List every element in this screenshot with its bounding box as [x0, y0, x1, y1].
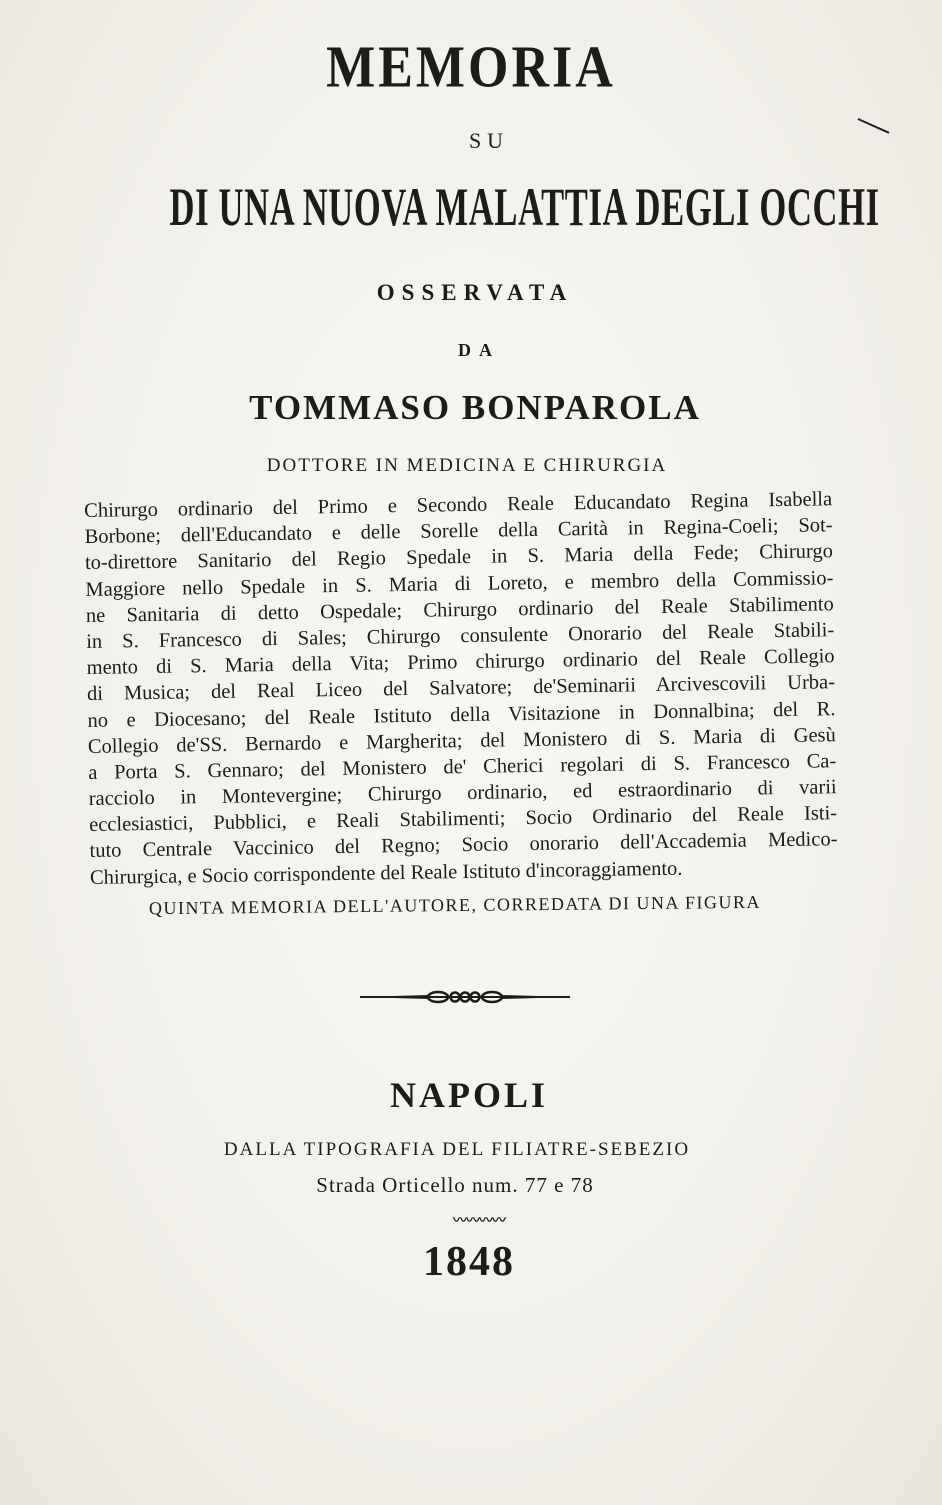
by-label: DA: [458, 340, 500, 360]
credentials-line: ecclesiastici, Pubblici, e Reali Stabilimenti; Socio Ordinario del Reale Isti-: [88, 802, 838, 837]
credentials-line: Collegio de'SS. Bernardo e Margherita; del Monistero di S. Maria di Gesù: [87, 723, 836, 758]
credentials-line: to-direttore Sanitario del Regio Spedale in S. Maria della Fede; Chirurgo: [84, 540, 834, 575]
small-ornament: 〰〰〰〰: [453, 1214, 505, 1229]
author-credentials: [84, 486, 838, 891]
credentials-line: Chirurgica, e Socio corrispondente del Reale Istituto d'incoraggiamento.: [89, 857, 683, 889]
edition-note: QUINTA MEMORIA DELL'AUTORE, CORREDATA DI UNA FIGURA: [148, 891, 762, 919]
credentials-line: no e Diocesano; del Reale Istituto della Visitazione in Donnalbina; del R.: [87, 697, 836, 732]
ornament-divider: [358, 982, 572, 1012]
credentials-line: Chirurgo ordinario del Primo e Secondo Reale Educandato Regina Isabella: [84, 488, 833, 522]
author-name: TOMMASO BONPAROLA: [249, 388, 701, 427]
credentials-line: Borbone; dell'Educandato e delle Sorelle della Carità in Regina-Coeli; Sot-: [84, 514, 833, 549]
credentials-line: a Porta S. Gennaro; del Monistero de' Cherici regolari di S. Francesco Ca-: [88, 750, 837, 784]
main-title: MEMORIA: [326, 34, 616, 101]
publication-place: NAPOLI: [389, 1075, 548, 1115]
printer-address: Strada Orticello num. 77 e 78: [316, 1173, 594, 1197]
credentials-line: di Musica; del Real Liceo del Salvatore; de'Seminarii Arcivescovili Urba-: [86, 671, 836, 706]
credentials-line: ne Sanitaria di detto Ospedale; Chirurgo ordinario del Reale Stabilimento: [85, 592, 834, 627]
printer-name: DALLA TIPOGRAFIA DEL FILIATRE-SEBEZIO: [223, 1139, 691, 1160]
credentials-line: tuto Centrale Vaccinico del Regno; Socio onorario dell'Accademia Medico-: [89, 828, 838, 863]
credentials-line: racciolo in Montevergine; Chirurgo ordinario, ed estraordinario di varii: [88, 776, 837, 811]
subtitle: DI UNA NUOVA MALATTIA DEGLI OCCHI: [169, 177, 880, 237]
author-degree: DOTTORE IN MEDICINA E CHIRURGIA: [266, 455, 668, 476]
publication-year: 1848: [423, 1239, 515, 1285]
credentials-line: in S. Francesco di Sales; Chirurgo consulente Onorario del Reale Stabili-: [86, 619, 835, 653]
observed-label: OSSERVATA: [376, 280, 574, 305]
credentials-line: mento di S. Maria della Vita; Primo chirurgo ordinario del Reale Collegio: [86, 645, 835, 680]
credentials-line: Maggiore nello Spedale in S. Maria di Loreto, e membro della Commissio-: [85, 566, 834, 601]
title-connector: SU: [468, 128, 510, 153]
